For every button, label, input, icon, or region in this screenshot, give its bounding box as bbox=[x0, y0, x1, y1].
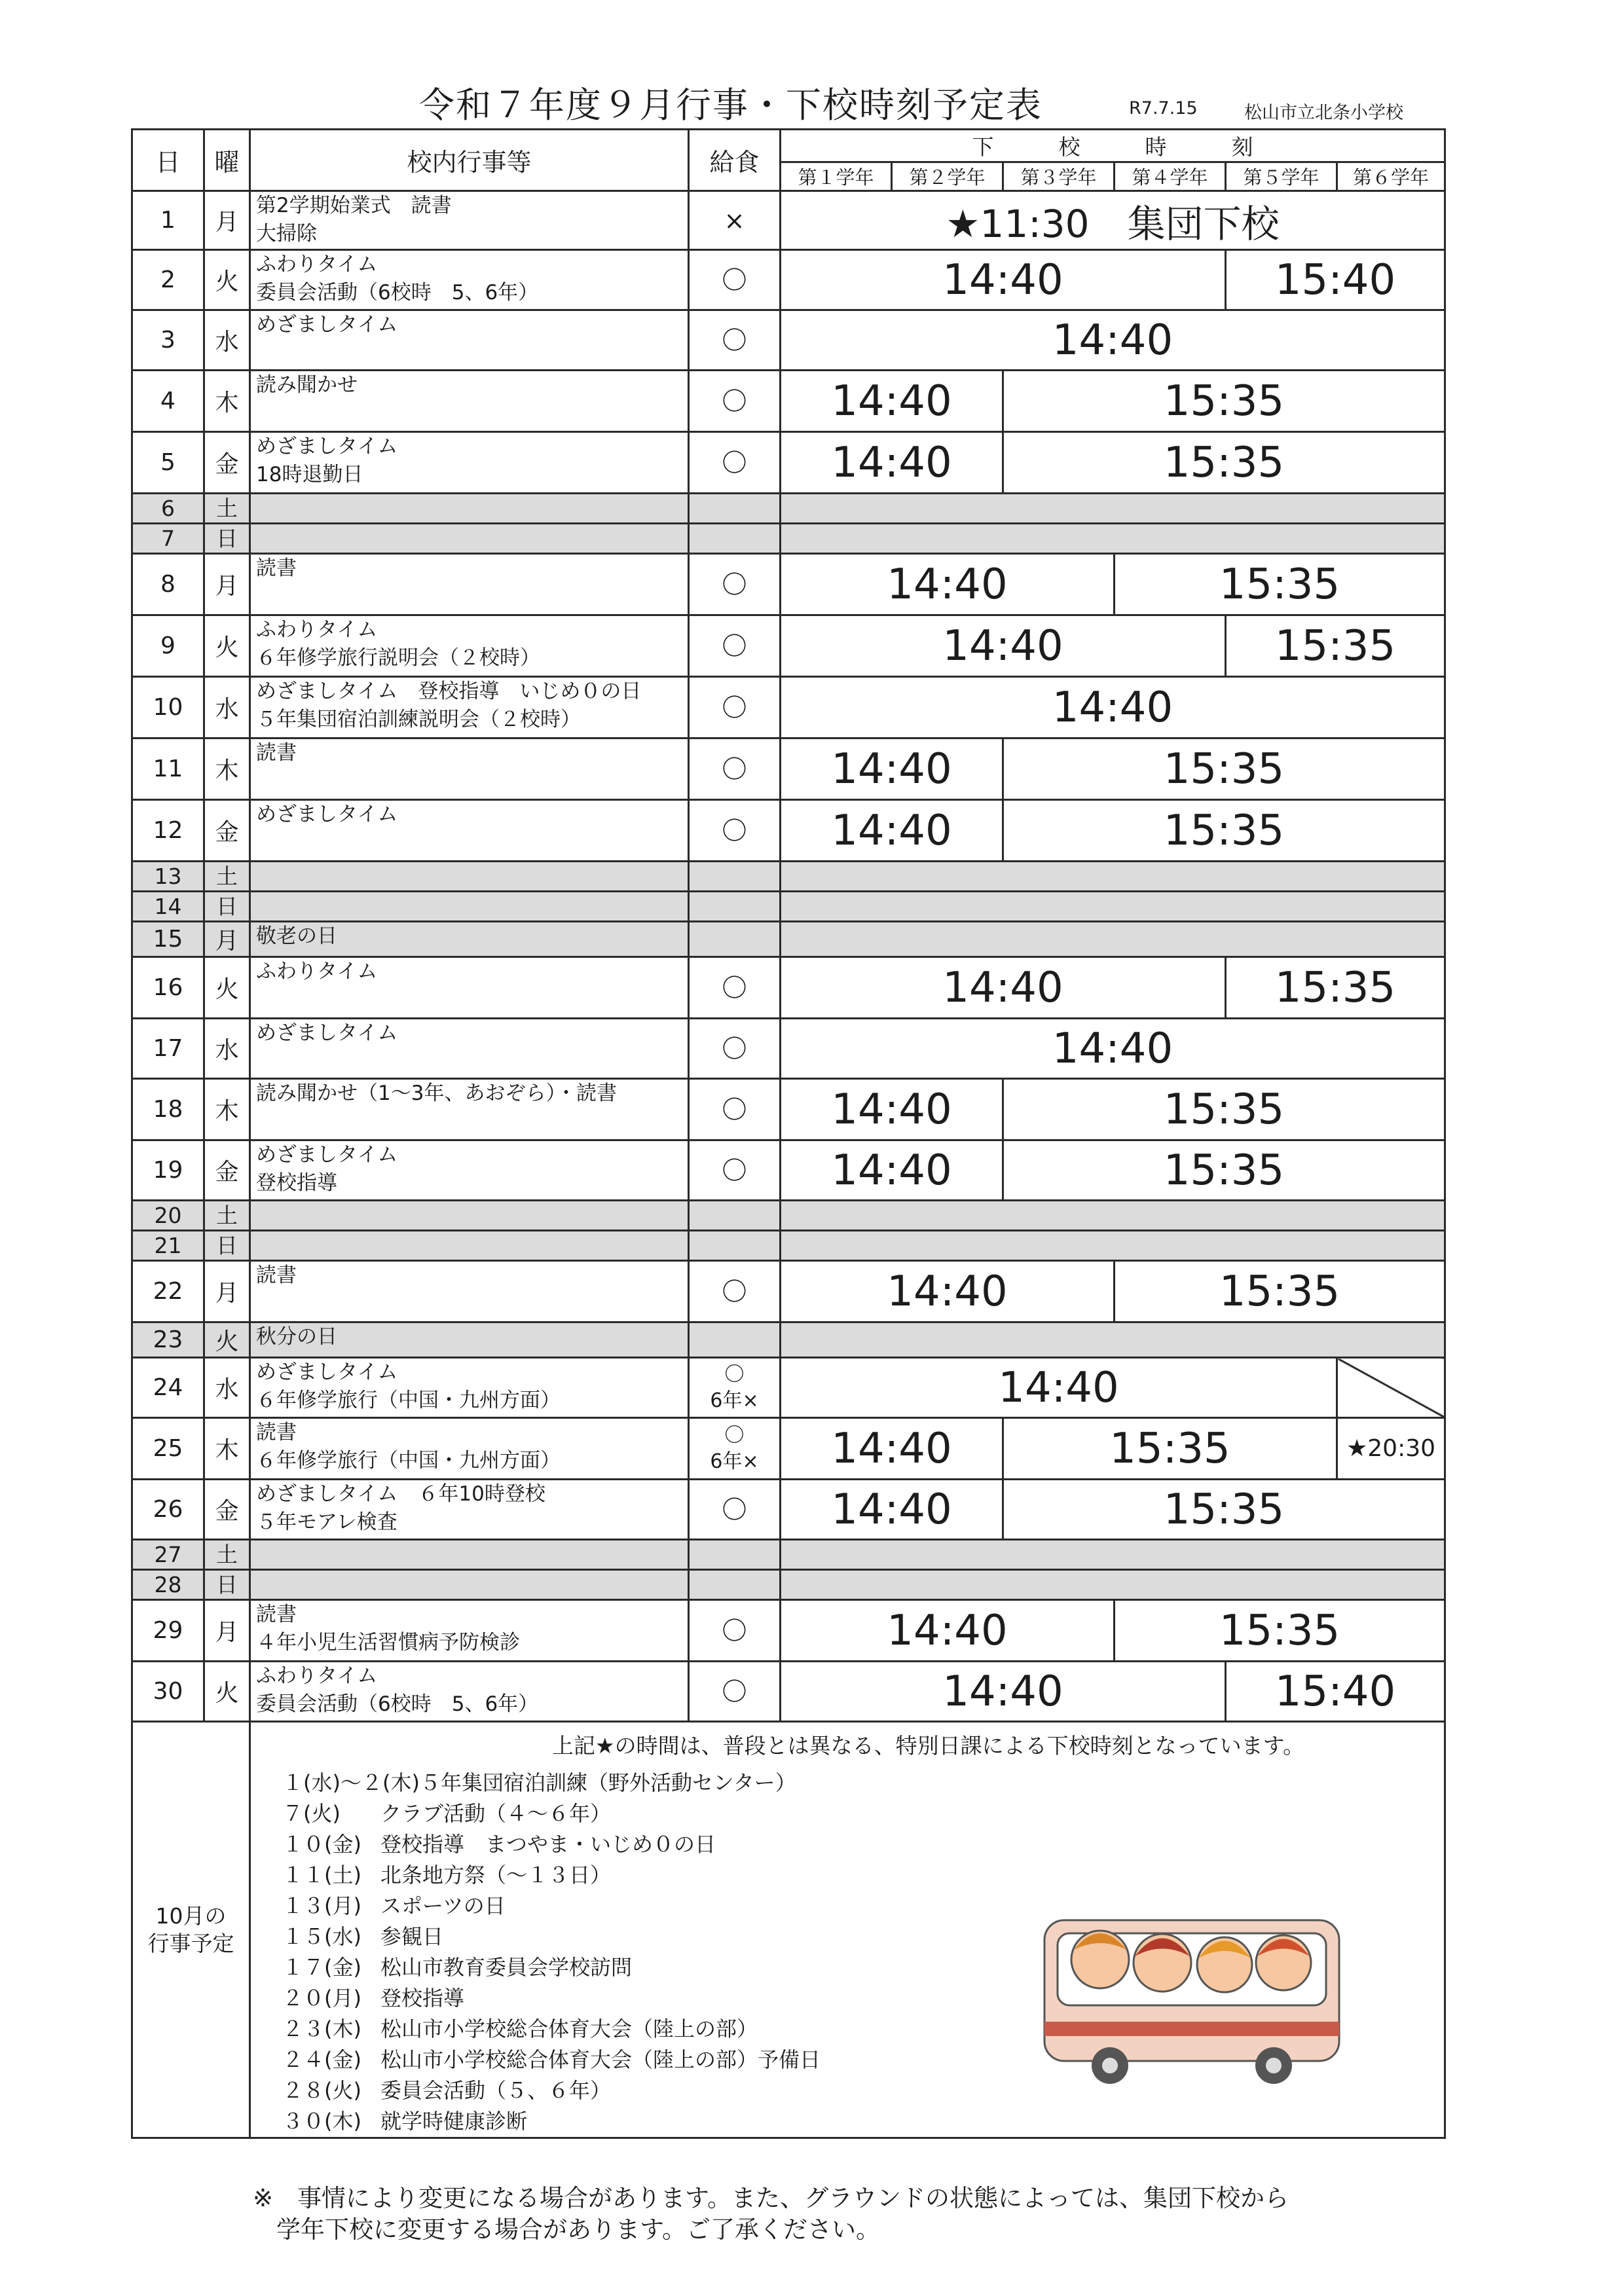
meal-note: 6年× bbox=[710, 1449, 759, 1473]
meal-cell bbox=[689, 1322, 781, 1358]
day-cell: 7 bbox=[132, 524, 204, 554]
weekday-cell: 日 bbox=[204, 1570, 250, 1600]
day-cell: 9 bbox=[132, 615, 204, 677]
events-cell bbox=[250, 554, 689, 615]
october-event-date: １５(水) bbox=[282, 1924, 361, 1949]
table-row bbox=[132, 862, 1445, 892]
october-event bbox=[251, 1829, 1444, 1860]
october-event bbox=[251, 1798, 1444, 1829]
table-row bbox=[132, 1140, 1445, 1201]
event-line: めざましタイム bbox=[256, 803, 398, 826]
event-line: ふわりタイム bbox=[256, 960, 378, 983]
header-dow: 曜 bbox=[204, 130, 250, 191]
table-row bbox=[132, 957, 1445, 1019]
weekday-cell: 土 bbox=[204, 494, 250, 524]
meal-mark: 〇 bbox=[724, 1423, 745, 1447]
weekday-cell: 水 bbox=[204, 1019, 250, 1079]
dismissal-time-cell: 14:40 bbox=[781, 432, 1003, 494]
event-line: 大掃除 bbox=[256, 222, 317, 246]
table-row bbox=[132, 310, 1445, 371]
day-cell: 27 bbox=[132, 1540, 204, 1570]
event-line: 読み聞かせ（1～3年、あおぞら）・読書 bbox=[256, 1082, 617, 1105]
footer-note bbox=[253, 2183, 1289, 2246]
day-cell: 16 bbox=[132, 957, 204, 1019]
weekday-cell: 火 bbox=[204, 250, 250, 310]
event-line: 委員会活動（6校時 5、6年） bbox=[256, 281, 539, 304]
meal-cell: 〇 bbox=[689, 615, 781, 677]
grade-header-1: 第１学年 bbox=[781, 162, 892, 191]
day-cell: 18 bbox=[132, 1079, 204, 1140]
events-cell bbox=[250, 800, 689, 862]
table-row bbox=[132, 1480, 1445, 1540]
table-row bbox=[132, 922, 1445, 957]
day-cell: 19 bbox=[132, 1140, 204, 1201]
meal-cell: 〇 bbox=[689, 310, 781, 371]
meal-cell: 〇 bbox=[689, 1140, 781, 1201]
event-line: ６年修学旅行（中国・九州方面） bbox=[256, 1449, 561, 1472]
dismissal-time-cell: 14:40 bbox=[781, 738, 1003, 800]
table-row bbox=[132, 432, 1445, 494]
event-line: 18時退勤日 bbox=[256, 463, 363, 486]
day-cell: 24 bbox=[132, 1358, 204, 1418]
table-row bbox=[132, 1418, 1445, 1480]
meal-cell: 〇 bbox=[689, 1662, 781, 1722]
dismissal-time-cell: 14:40 bbox=[781, 1600, 1115, 1662]
meal-cell: 〇 bbox=[689, 677, 781, 738]
event-line: 読書 bbox=[256, 1421, 297, 1444]
dismissal-time-cell: 14:40 bbox=[781, 250, 1226, 310]
dismissal-time-cell: 15:35 bbox=[1003, 1418, 1337, 1480]
table-row bbox=[132, 1570, 1445, 1600]
issue-date: R7.7.15 bbox=[1129, 98, 1198, 118]
dismissal-empty bbox=[781, 922, 1445, 957]
dismissal-time-cell: 15:35 bbox=[1003, 432, 1445, 494]
meal-cell: 〇 bbox=[689, 371, 781, 432]
school-name: 松山市立北条小学校 bbox=[1244, 103, 1403, 123]
event-line: めざましタイム 登校指導 いじめ０の日 bbox=[256, 680, 642, 703]
october-event bbox=[251, 1860, 1444, 1891]
october-event-date: １(水)～２(木) bbox=[282, 1770, 420, 1795]
weekday-cell: 月 bbox=[204, 1600, 250, 1662]
dismissal-time-cell: 15:35 bbox=[1003, 800, 1445, 862]
table-row bbox=[132, 371, 1445, 432]
bus-stripe bbox=[1044, 2022, 1339, 2036]
events-cell bbox=[250, 1079, 689, 1140]
grade-header-3: 第３学年 bbox=[1003, 162, 1115, 191]
event-line: 読み聞かせ bbox=[256, 373, 358, 397]
meal-cell: 〇 bbox=[689, 1079, 781, 1140]
october-event-date: ７(火) bbox=[282, 1801, 341, 1826]
day-cell: 29 bbox=[132, 1600, 204, 1662]
dismissal-time-cell: 14:40 bbox=[781, 1079, 1003, 1140]
day-cell: 3 bbox=[132, 310, 204, 371]
meal-cell: 〇 bbox=[689, 1600, 781, 1662]
events-cell bbox=[250, 494, 689, 524]
event-line: 委員会活動（6校時 5、6年） bbox=[256, 1692, 539, 1716]
meal-cell bbox=[689, 1418, 781, 1480]
weekday-cell: 土 bbox=[204, 1201, 250, 1231]
day-cell: 21 bbox=[132, 1231, 204, 1261]
meal-cell bbox=[689, 1540, 781, 1570]
table-row bbox=[132, 1540, 1445, 1570]
header-events: 校内行事等 bbox=[250, 130, 689, 191]
dismissal-empty bbox=[781, 1570, 1445, 1600]
grade-header-4: 第４学年 bbox=[1115, 162, 1226, 191]
event-line bbox=[256, 1571, 688, 1599]
dismissal-empty bbox=[781, 524, 1445, 554]
weekday-cell: 火 bbox=[204, 615, 250, 677]
weekday-cell: 金 bbox=[204, 1480, 250, 1540]
weekday-cell: 月 bbox=[204, 554, 250, 615]
weekday-cell: 月 bbox=[204, 922, 250, 957]
event-line: 秋分の日 bbox=[256, 1325, 337, 1349]
day-cell: 25 bbox=[132, 1418, 204, 1480]
dismissal-empty bbox=[781, 1322, 1445, 1358]
weekday-cell: 水 bbox=[204, 1358, 250, 1418]
events-cell bbox=[250, 892, 689, 922]
footer-line-1: ※ 事情により変更になる場合があります。また、グラウンドの状態によっては、集団下校から bbox=[253, 2184, 1289, 2212]
meal-cell bbox=[689, 862, 781, 892]
meal-cell bbox=[689, 1201, 781, 1231]
october-event-date: １７(金) bbox=[282, 1955, 361, 1980]
events-cell bbox=[250, 1231, 689, 1261]
events-cell bbox=[250, 1480, 689, 1540]
meal-cell: 〇 bbox=[689, 800, 781, 862]
table-row bbox=[132, 1079, 1445, 1140]
weekday-cell: 金 bbox=[204, 432, 250, 494]
weekday-cell: 日 bbox=[204, 524, 250, 554]
day-cell: 15 bbox=[132, 922, 204, 957]
october-event-date: ３０(木) bbox=[282, 2109, 361, 2134]
special-time-cell: ★20:30 bbox=[1337, 1418, 1445, 1480]
day-cell: 4 bbox=[132, 371, 204, 432]
events-cell bbox=[250, 1019, 689, 1079]
dismissal-time-cell: 15:35 bbox=[1115, 1261, 1445, 1322]
october-event-text: 松山市教育委員会学校訪問 bbox=[380, 1955, 633, 1980]
meal-cell: 〇 bbox=[689, 250, 781, 310]
events-cell bbox=[250, 957, 689, 1019]
events-cell bbox=[250, 1140, 689, 1201]
october-event-date: １０(金) bbox=[282, 1832, 361, 1857]
diagonal-cell bbox=[1337, 1358, 1445, 1418]
table-row bbox=[132, 191, 1445, 250]
day-cell: 20 bbox=[132, 1201, 204, 1231]
weekday-cell: 木 bbox=[204, 738, 250, 800]
event-line: ５年モアレ検査 bbox=[256, 1510, 397, 1534]
event-line bbox=[256, 524, 688, 553]
event-line: 第2学期始業式 読書 bbox=[256, 194, 452, 217]
weekday-cell: 火 bbox=[204, 957, 250, 1019]
footer-line-2: 学年下校に変更する場合があります。ご了承ください。 bbox=[276, 2215, 881, 2244]
schedule-table bbox=[131, 128, 1446, 2139]
table-row bbox=[132, 1322, 1445, 1358]
weekday-cell: 木 bbox=[204, 1418, 250, 1480]
dismissal-time-cell: 14:40 bbox=[781, 1358, 1337, 1418]
bus-hub-front bbox=[1102, 2058, 1118, 2073]
weekday-cell: 日 bbox=[204, 1231, 250, 1261]
meal-cell: 〇 bbox=[689, 554, 781, 615]
dismissal-time-cell: 14:40 bbox=[781, 1662, 1226, 1722]
events-cell bbox=[250, 1322, 689, 1358]
dismissal-time-cell: 14:40 bbox=[781, 371, 1003, 432]
dismissal-time-cell: 14:40 bbox=[781, 677, 1445, 738]
event-line: ６年修学旅行（中国・九州方面） bbox=[256, 1389, 561, 1412]
table-row bbox=[132, 615, 1445, 677]
dismissal-time-cell: 14:40 bbox=[781, 615, 1226, 677]
meal-cell bbox=[689, 494, 781, 524]
dismissal-time-cell: 14:40 bbox=[781, 554, 1115, 615]
table-row bbox=[132, 892, 1445, 922]
dismissal-time-cell: 14:40 bbox=[781, 1261, 1115, 1322]
grade-header-2: 第２学年 bbox=[892, 162, 1003, 191]
table-row bbox=[132, 554, 1445, 615]
october-event-text: 松山市小学校総合体育大会（陸上の部） bbox=[380, 2016, 758, 2041]
october-event-date: ２３(木) bbox=[282, 2016, 361, 2041]
meal-cell: 〇 bbox=[689, 432, 781, 494]
events-cell bbox=[250, 432, 689, 494]
event-line bbox=[256, 862, 688, 890]
dismissal-time-cell: 15:40 bbox=[1226, 1662, 1445, 1722]
events-cell bbox=[250, 677, 689, 738]
dismissal-time-cell: 15:35 bbox=[1003, 371, 1445, 432]
october-event bbox=[251, 1768, 1444, 1798]
meal-cell: 〇 bbox=[689, 1480, 781, 1540]
weekday-cell: 木 bbox=[204, 371, 250, 432]
day-cell: 28 bbox=[132, 1570, 204, 1600]
table-row bbox=[132, 800, 1445, 862]
october-event-text: 登校指導 bbox=[380, 1986, 465, 2011]
table-row bbox=[132, 494, 1445, 524]
dismissal-time-cell: ★11:30 集団下校 bbox=[781, 191, 1445, 250]
events-cell bbox=[250, 738, 689, 800]
day-cell: 30 bbox=[132, 1662, 204, 1722]
dismissal-time-cell: 15:35 bbox=[1226, 957, 1445, 1019]
event-line: めざましタイム bbox=[256, 313, 398, 337]
meal-cell bbox=[689, 1570, 781, 1600]
header-dismissal: 下 校 時 刻 bbox=[781, 130, 1445, 162]
dismissal-empty bbox=[781, 1201, 1445, 1231]
weekday-cell: 月 bbox=[204, 191, 250, 250]
events-cell bbox=[250, 1201, 689, 1231]
special-time-note: 上記★の時間は、普段とは異なる、特別日課による下校時刻となっています。 bbox=[552, 1733, 1304, 1758]
event-line: 読書 bbox=[256, 1264, 297, 1287]
events-cell bbox=[250, 310, 689, 371]
weekday-cell: 水 bbox=[204, 310, 250, 371]
table-row bbox=[132, 250, 1445, 310]
event-line: ふわりタイム bbox=[256, 253, 378, 276]
events-cell bbox=[250, 1358, 689, 1418]
day-cell: 11 bbox=[132, 738, 204, 800]
meal-note: 6年× bbox=[710, 1389, 759, 1412]
event-line: めざましタイム bbox=[256, 435, 398, 458]
events-cell bbox=[250, 1261, 689, 1322]
table-row bbox=[132, 1231, 1445, 1261]
dismissal-empty bbox=[781, 494, 1445, 524]
table-row bbox=[132, 677, 1445, 738]
event-line bbox=[256, 1231, 688, 1260]
meal-cell: 〇 bbox=[689, 1261, 781, 1322]
dismissal-empty bbox=[781, 1540, 1445, 1570]
day-cell: 2 bbox=[132, 250, 204, 310]
day-cell: 23 bbox=[132, 1322, 204, 1358]
event-line bbox=[256, 892, 688, 920]
school-bus-illustration bbox=[1038, 1894, 1346, 2090]
bus-hub-rear bbox=[1266, 2058, 1282, 2073]
day-cell: 26 bbox=[132, 1480, 204, 1540]
events-cell bbox=[250, 922, 689, 957]
day-cell: 17 bbox=[132, 1019, 204, 1079]
dismissal-time-cell: 15:35 bbox=[1003, 738, 1445, 800]
event-line: 読書 bbox=[256, 1603, 297, 1626]
grade-header-5: 第５学年 bbox=[1226, 162, 1337, 191]
october-event bbox=[251, 2106, 1444, 2137]
october-event-text: ５年集団宿泊訓練（野外活動センター） bbox=[420, 1770, 796, 1795]
dismissal-time-cell: 15:35 bbox=[1003, 1079, 1445, 1140]
meal-cell bbox=[689, 1231, 781, 1261]
event-line bbox=[256, 1540, 688, 1569]
weekday-cell: 火 bbox=[204, 1322, 250, 1358]
october-event-date: ２８(火) bbox=[282, 2078, 361, 2103]
october-event-date: １３(月) bbox=[282, 1893, 361, 1918]
event-line: ４年小児生活習慣病予防検診 bbox=[256, 1631, 520, 1654]
day-cell: 22 bbox=[132, 1261, 204, 1322]
events-cell bbox=[250, 1540, 689, 1570]
table-row bbox=[132, 1201, 1445, 1231]
october-label-line: 行事予定 bbox=[147, 1930, 234, 1956]
header-day: 日 bbox=[132, 130, 204, 191]
events-cell bbox=[250, 524, 689, 554]
day-cell: 1 bbox=[132, 191, 204, 250]
weekday-cell: 土 bbox=[204, 1540, 250, 1570]
day-cell: 5 bbox=[132, 432, 204, 494]
event-line: めざましタイム bbox=[256, 1143, 398, 1167]
weekday-cell: 土 bbox=[204, 862, 250, 892]
event-line: 読書 bbox=[256, 556, 297, 580]
day-cell: 13 bbox=[132, 862, 204, 892]
event-line bbox=[256, 1201, 688, 1230]
meal-cell: × bbox=[689, 191, 781, 250]
meal-cell bbox=[689, 1358, 781, 1418]
event-line: ６年修学旅行説明会（２校時） bbox=[256, 646, 540, 670]
meal-cell: 〇 bbox=[689, 1019, 781, 1079]
event-line: 登校指導 bbox=[256, 1171, 337, 1195]
table-row bbox=[132, 1600, 1445, 1662]
table-row bbox=[132, 1261, 1445, 1322]
october-event-text: クラブ活動（４～６年） bbox=[380, 1801, 612, 1826]
dismissal-time-cell: 14:40 bbox=[781, 310, 1445, 371]
october-event-text: 松山市小学校総合体育大会（陸上の部）予備日 bbox=[380, 2047, 821, 2072]
day-cell: 14 bbox=[132, 892, 204, 922]
weekday-cell: 金 bbox=[204, 800, 250, 862]
table-row bbox=[132, 1662, 1445, 1722]
meal-mark: 〇 bbox=[724, 1362, 745, 1386]
dismissal-time-cell: 14:40 bbox=[781, 957, 1226, 1019]
event-line: めざましタイム bbox=[256, 1360, 398, 1384]
weekday-cell: 火 bbox=[204, 1662, 250, 1722]
event-line: ５年集団宿泊訓練説明会（２校時） bbox=[256, 708, 581, 731]
october-event-date: ２４(金) bbox=[282, 2047, 361, 2072]
dismissal-time-cell: 15:40 bbox=[1226, 250, 1445, 310]
events-cell bbox=[250, 1418, 689, 1480]
weekday-cell: 日 bbox=[204, 892, 250, 922]
dismissal-time-cell: 15:35 bbox=[1115, 1600, 1445, 1662]
weekday-cell: 金 bbox=[204, 1140, 250, 1201]
event-line: 読書 bbox=[256, 741, 297, 765]
events-cell bbox=[250, 191, 689, 250]
october-event-text: 就学時健康診断 bbox=[380, 2109, 528, 2134]
day-cell: 6 bbox=[132, 494, 204, 524]
table-row bbox=[132, 1019, 1445, 1079]
events-cell bbox=[250, 371, 689, 432]
october-label bbox=[132, 1722, 250, 2138]
events-cell bbox=[250, 1600, 689, 1662]
events-cell bbox=[250, 615, 689, 677]
october-event-date: １１(土) bbox=[282, 1863, 361, 1887]
table-row bbox=[132, 524, 1445, 554]
weekday-cell: 水 bbox=[204, 677, 250, 738]
dismissal-time-cell: 14:40 bbox=[781, 1140, 1003, 1201]
weekday-cell: 木 bbox=[204, 1079, 250, 1140]
events-cell bbox=[250, 1662, 689, 1722]
weekday-cell: 月 bbox=[204, 1261, 250, 1322]
page-title: 令和７年度９月行事・下校時刻予定表 bbox=[419, 84, 1043, 126]
meal-cell: 〇 bbox=[689, 957, 781, 1019]
dismissal-time-cell: 14:40 bbox=[781, 1418, 1003, 1480]
event-line: ふわりタイム bbox=[256, 618, 378, 642]
meal-cell bbox=[689, 922, 781, 957]
events-cell bbox=[250, 250, 689, 310]
day-cell: 12 bbox=[132, 800, 204, 862]
meal-cell: 〇 bbox=[689, 738, 781, 800]
dismissal-time-cell: 15:35 bbox=[1115, 554, 1445, 615]
event-line: めざましタイム bbox=[256, 1021, 398, 1045]
october-label-line: 10月の bbox=[155, 1903, 227, 1929]
grade-header-6: 第６学年 bbox=[1337, 162, 1445, 191]
day-cell: 10 bbox=[132, 677, 204, 738]
meal-cell bbox=[689, 892, 781, 922]
day-cell: 8 bbox=[132, 554, 204, 615]
dismissal-empty bbox=[781, 892, 1445, 922]
october-event-text: 参観日 bbox=[380, 1924, 444, 1949]
october-event-text: 北条地方祭（～１３日） bbox=[380, 1863, 612, 1887]
meal-cell bbox=[689, 524, 781, 554]
dismissal-empty bbox=[781, 862, 1445, 892]
table-row bbox=[132, 738, 1445, 800]
october-event-text: 委員会活動（５、６年） bbox=[380, 2078, 612, 2103]
dismissal-time-cell: 14:40 bbox=[781, 1019, 1445, 1079]
event-line: ふわりタイム bbox=[256, 1664, 378, 1688]
dismissal-time-cell: 14:40 bbox=[781, 800, 1003, 862]
october-event-text: 登校指導 まつやま・いじめ０の日 bbox=[380, 1832, 716, 1857]
dismissal-time-cell: 14:40 bbox=[781, 1480, 1003, 1540]
dismissal-time-cell: 15:35 bbox=[1003, 1480, 1445, 1540]
dismissal-time-cell: 15:35 bbox=[1003, 1140, 1445, 1201]
event-line: 敬老の日 bbox=[256, 924, 337, 948]
events-cell bbox=[250, 1570, 689, 1600]
events-cell bbox=[250, 862, 689, 892]
header-meal: 給食 bbox=[689, 130, 781, 191]
october-event-text: スポーツの日 bbox=[380, 1893, 506, 1918]
dismissal-time-cell: 15:35 bbox=[1226, 615, 1445, 677]
table-row bbox=[132, 1358, 1445, 1418]
event-line bbox=[256, 494, 688, 522]
dismissal-empty bbox=[781, 1231, 1445, 1261]
event-line: めざましタイム ６年10時登校 bbox=[256, 1482, 545, 1506]
october-event-date: ２０(月) bbox=[282, 1986, 361, 2011]
